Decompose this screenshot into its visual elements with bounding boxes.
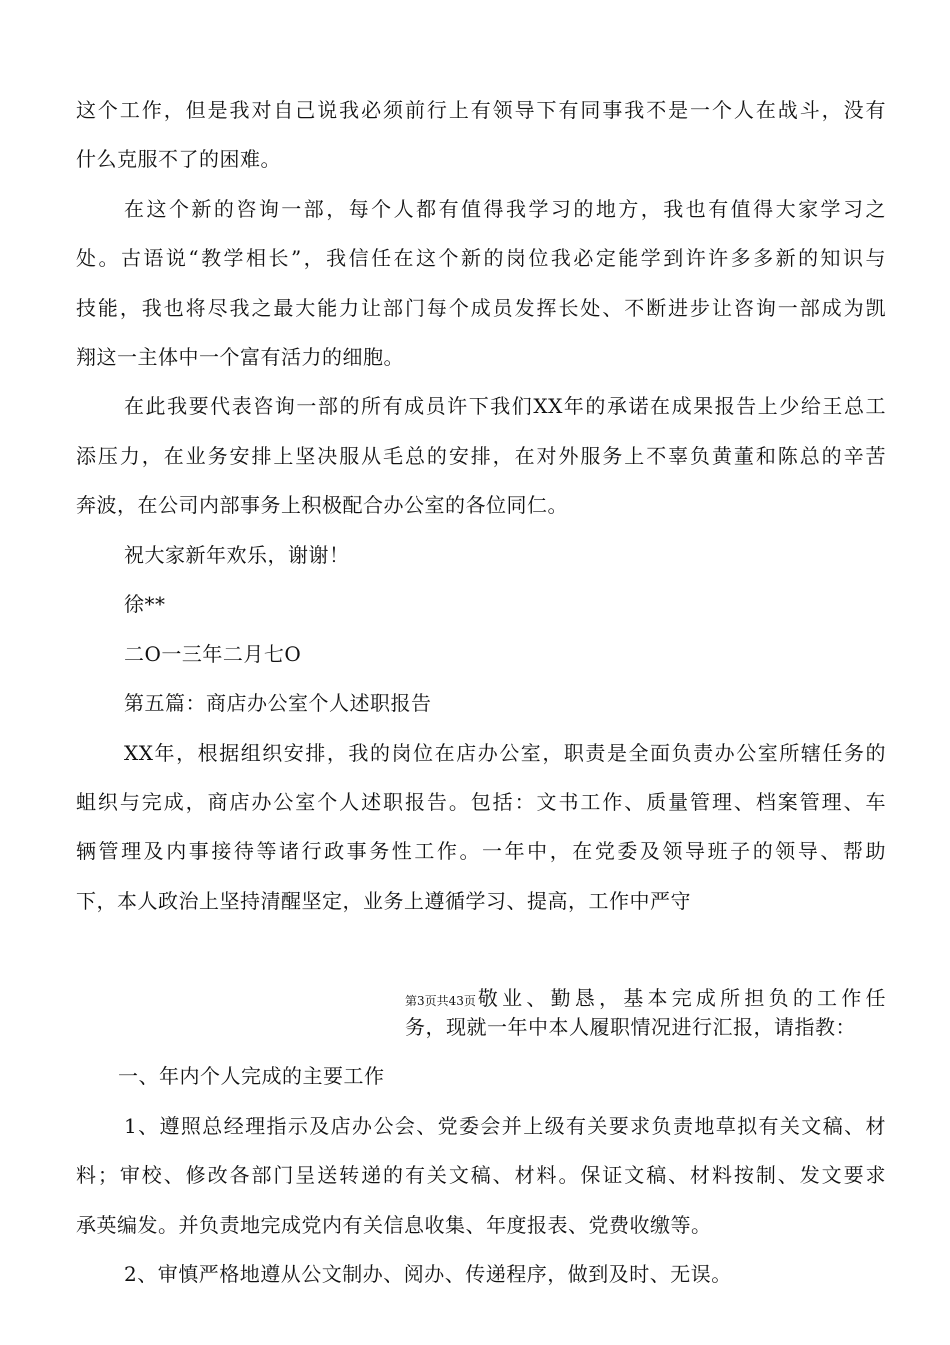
paragraph-line: 奔波，在公司内部事务上积极配合办公室的各位同仁。 (76, 493, 568, 517)
paragraph-line: 蛆织与完成，商店办公室个人述职报告。包括：文书工作、质量管理、档案管理、车 (76, 790, 886, 814)
page-number: 第3页共43页 (405, 994, 476, 1008)
paragraph-line: 承英编发。并负责地完成党内有关信息收集、年度报表、党费收缴等。 (76, 1213, 712, 1237)
paragraph-line: 添压力，在业务安排上坚决服从毛总的安排，在对外服务上不辜负黄董和陈总的辛苦 (76, 444, 886, 468)
paragraph-line: 翔这一主体中一个富有活力的细胞。 (76, 345, 404, 369)
paragraph-line: 在此我要代表咨询一部的所有成员许下我们XX年的承诺在成果报告上少给王总工 (124, 394, 886, 418)
paragraph-line: 辆管理及内事接待等诸行政事务性工作。一年中，在党委及领导班子的领导、帮助 (76, 839, 886, 863)
date-line: 二O一三年二月七O (124, 642, 302, 666)
page-footer-row (405, 984, 886, 1012)
closing-line: 祝大家新年欢乐，谢谢！ (124, 543, 350, 567)
paragraph-line: 务，现就一年中本人履职情况进行汇报，请指教： (405, 1015, 856, 1039)
paragraph-line: 2、审慎严格地遵从公文制办、阅办、传递程序，做到及时、无误。 (124, 1262, 732, 1286)
paragraph-line: 技能，我也将尽我之最大能力让部门每个成员发挥长处、不断进步让咨询一部成为凯 (76, 296, 886, 320)
paragraph-line: 什么克服不了的困难。 (76, 147, 281, 171)
paragraph-line: 在这个新的咨询一部，每个人都有值得我学习的地方，我也有值得大家学习之 (124, 197, 886, 221)
signature: 徐** (124, 592, 166, 616)
paragraph-line: 处。古语说“教学相长”，我信任在这个新的岗位我必定能学到许许多多新的知识与 (76, 246, 886, 270)
paragraph-line: 敬业、勤恳，基本完成所担负的工作任 (477, 986, 886, 1010)
paragraph-line: 这个工作，但是我对自己说我必须前行上有领导下有同事我不是一个人在战斗，没有 (76, 98, 886, 122)
paragraph-line: XX年，根据组织安排，我的岗位在店办公室，职责是全面负责办公室所辖任务的 (124, 741, 886, 765)
section-heading: 一、年内个人完成的主要工作 (118, 1064, 385, 1088)
paragraph-line: 1、遵照总经理指示及店办公会、党委会并上级有关要求负责地草拟有关文稿、材 (124, 1114, 886, 1138)
paragraph-line: 下，本人政治上坚持清醒坚定，业务上遵循学习、提高，工作中严守 (76, 889, 691, 913)
paragraph-line: 料；审校、修改各部门呈送转递的有关文稿、材料。保证文稿、材料按制、发文要求 (76, 1163, 886, 1187)
section-heading: 第五篇：商店办公室个人述职报告 (124, 691, 432, 715)
